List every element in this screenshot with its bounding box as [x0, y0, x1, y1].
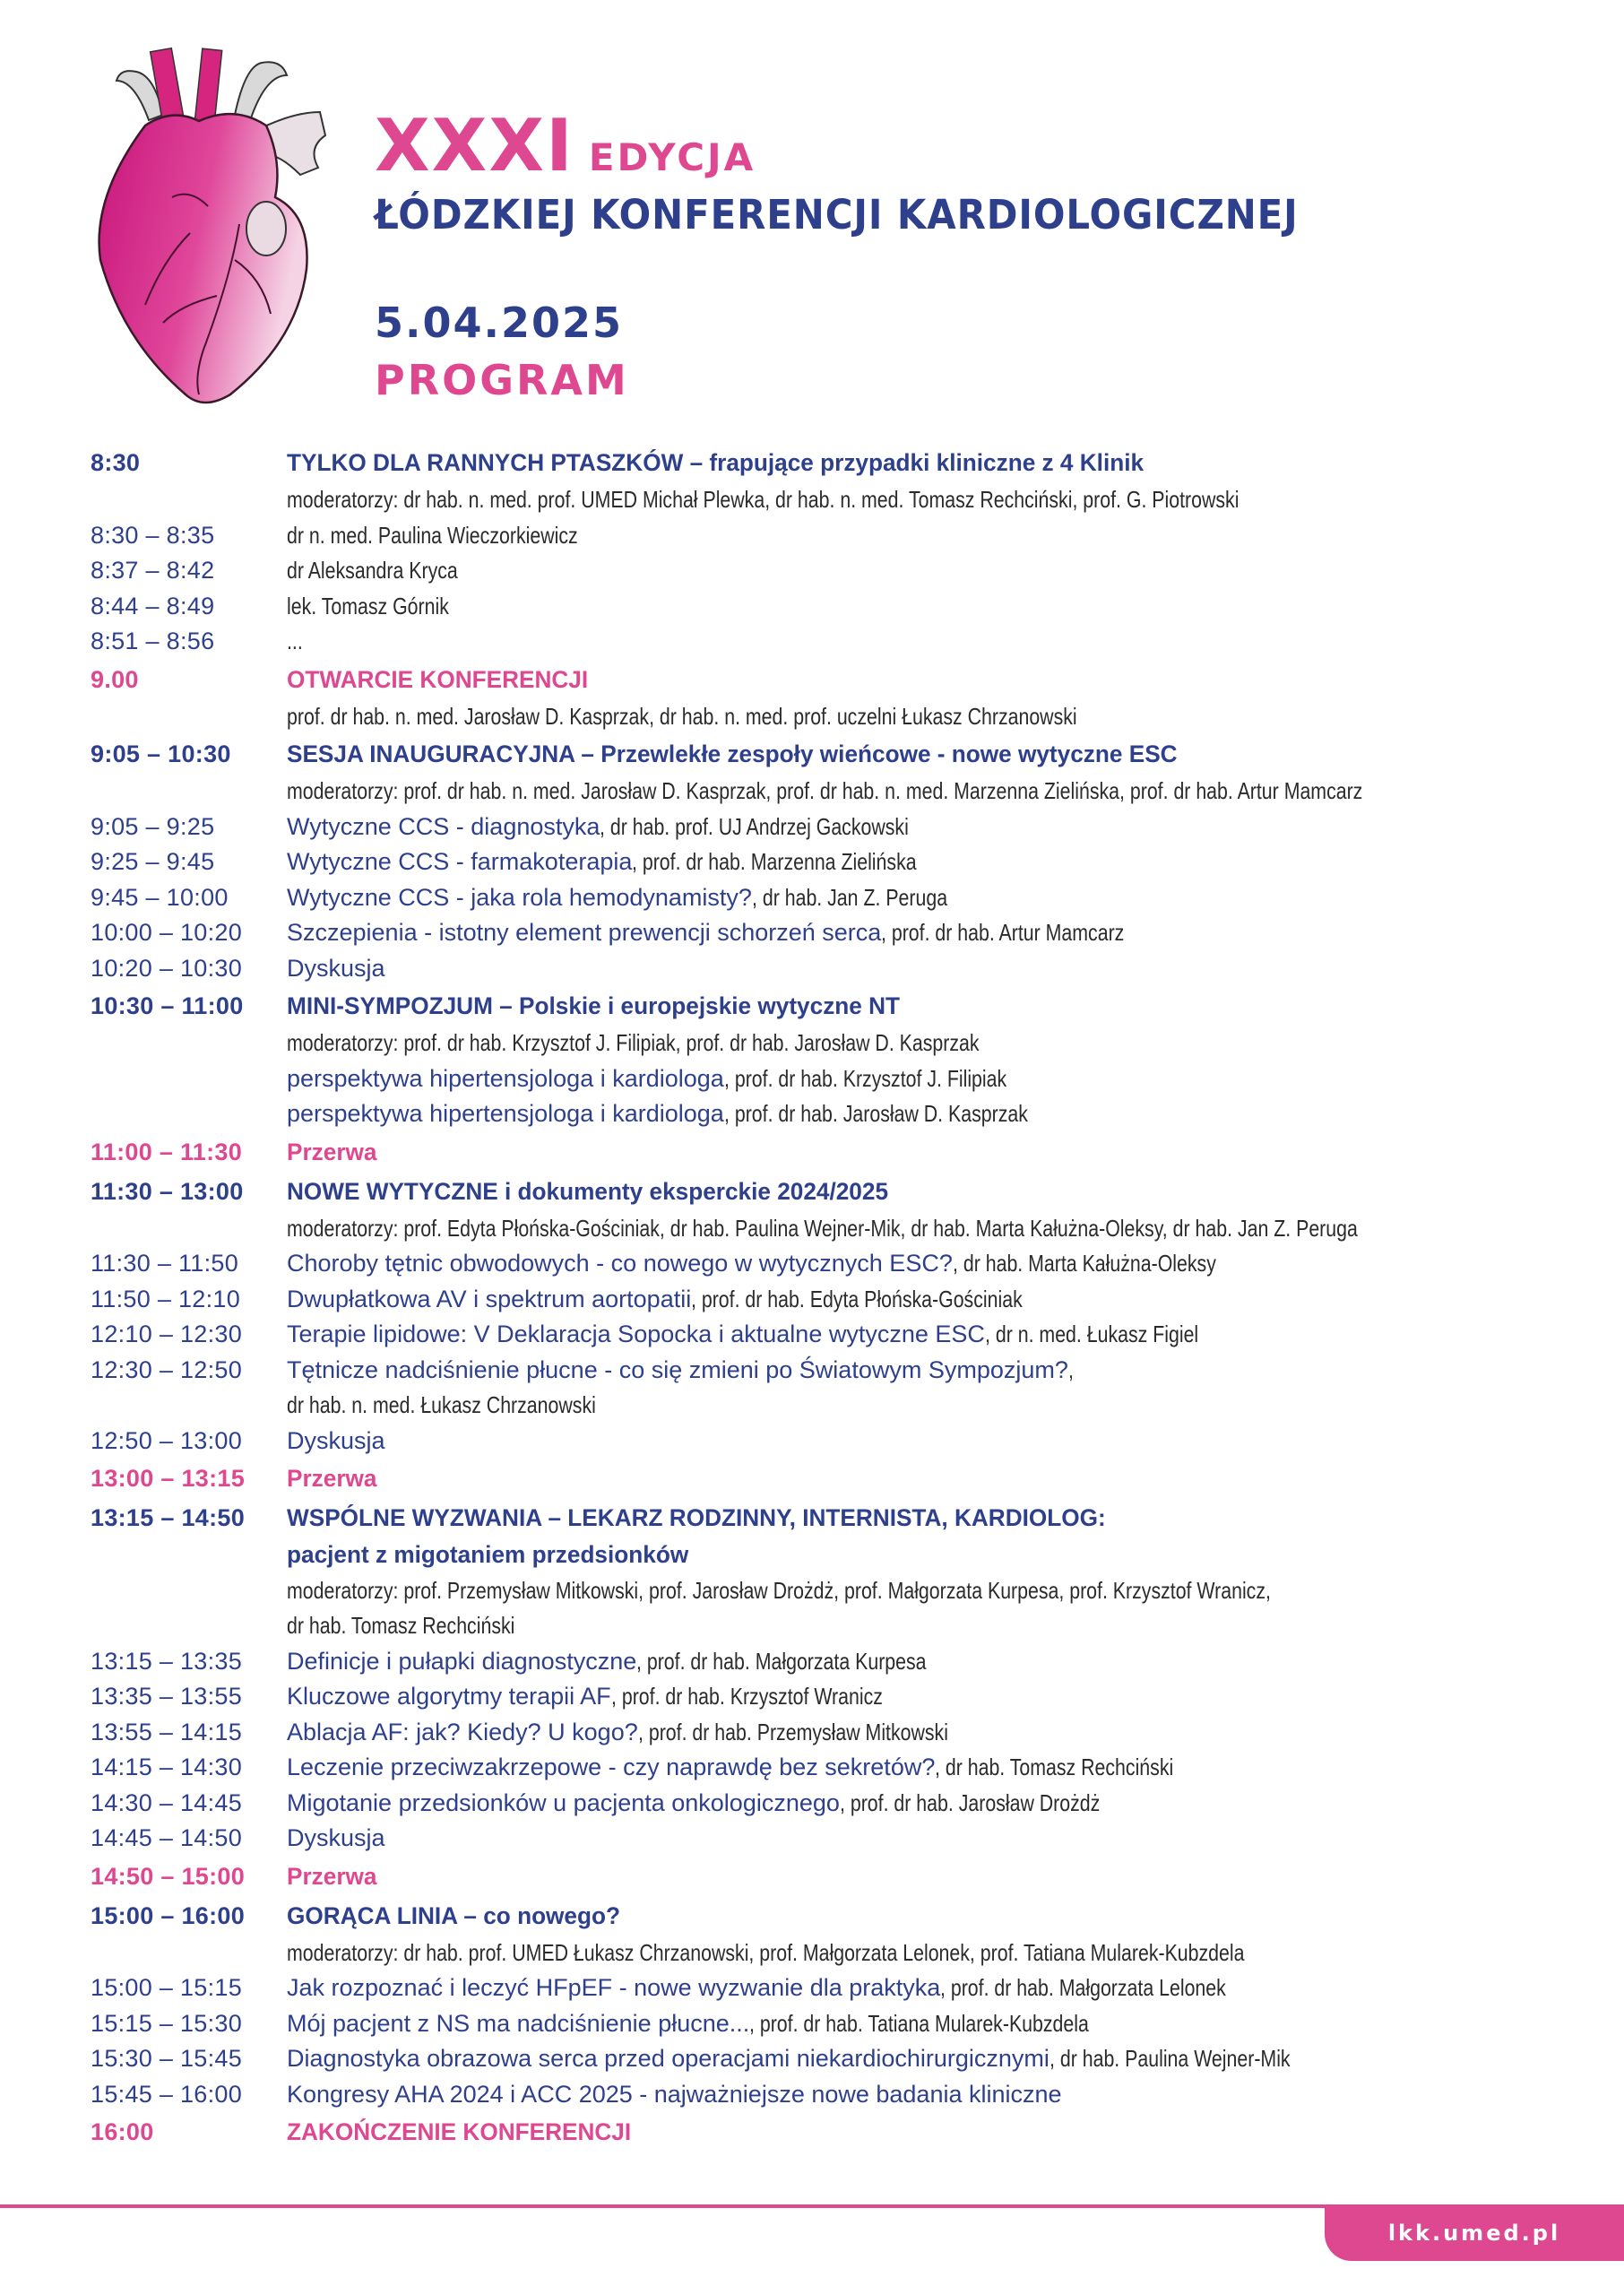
time-slot: [91, 1096, 287, 1132]
session-title: WSPÓLNE WYZWANIA – LEKARZ RODZINNY, INTERNISTA, KARDIOLOG:: [287, 1504, 1106, 1531]
row-content: [287, 2113, 642, 2152]
row-content: [287, 1173, 907, 1211]
speaker-name: , dr hab. prof. UJ Andrzej Gackowski: [600, 812, 910, 840]
speaker-name: lek. Tomasz Górnik: [287, 592, 449, 619]
talk-topic: Dyskusja: [287, 954, 385, 982]
speaker-name: dr n. med. Paulina Wieczorkiewicz: [287, 521, 578, 549]
time-slot: 13:15 – 14:50: [91, 1504, 246, 1531]
session-title: GORĄCA LINIA – co nowego?: [287, 1901, 620, 1929]
schedule-row-session: [91, 1499, 1614, 1537]
row-content: [287, 1246, 1274, 1282]
speaker-name: , prof. dr hab. Przemysław Mitkowski: [637, 1718, 948, 1745]
schedule-row-talk: [91, 951, 1614, 987]
schedule-row-session-cont: [91, 1537, 1614, 1573]
schedule-row-moderators: [91, 1388, 1614, 1424]
row-content: [287, 518, 642, 554]
schedule-row-talk: [91, 1317, 1614, 1353]
talk-topic: Kluczowe algorytmy terapii AF: [287, 1683, 611, 1710]
time-slot: 11:50 – 12:10: [91, 1285, 241, 1312]
schedule-row-session: [91, 1173, 1614, 1211]
schedule-row-moderators: [91, 1936, 1614, 1971]
speaker-name: ...: [287, 628, 303, 654]
row-content: [287, 1133, 380, 1172]
row-content: [287, 951, 385, 987]
time-slot: 14:30 – 14:45: [91, 1788, 243, 1816]
talk-topic: Wytyczne CCS - farmakoterapia: [287, 848, 633, 875]
time-slot: 13:35 – 13:55: [91, 1683, 243, 1710]
time-slot: 8:44 – 8:49: [91, 592, 215, 619]
time-slot: [91, 774, 287, 810]
speaker-name: , prof. dr hab. Edyta Płońska-Gościniak: [691, 1285, 1023, 1312]
schedule-row-talk: [91, 1970, 1614, 2006]
row-content: [287, 1679, 942, 1715]
heart-atrium: [246, 202, 286, 255]
moderators-text: moderatorzy: prof. dr hab. Krzysztof J. Filipiak, prof. dr hab. Jarosław D. Kasprzak: [287, 1029, 980, 1056]
talk-topic: Definicje i pułapki diagnostyczne: [287, 1647, 637, 1675]
talk-topic: Jak rozpoznać i leczyć HFpEF - nowe wyzwanie dla praktyka: [287, 1974, 941, 2001]
event-title: OTWARCIE KONFERENCJI: [287, 665, 589, 693]
moderators-text: dr hab. n. med. Łukasz Chrzanowski: [287, 1391, 596, 1418]
schedule-row-session: [91, 987, 1614, 1026]
time-slot: [91, 482, 287, 518]
schedule-row-highlight: [91, 2113, 1614, 2152]
row-content: [287, 444, 1170, 482]
session-title: MINI-SYMPOZJUM – Polskie i europejskie wytyczne NT: [287, 992, 901, 1019]
schedule-row-moderators: [91, 1211, 1614, 1247]
speaker-name: , dr hab. Marta Kałużna-Oleksy: [952, 1250, 1216, 1277]
time-slot: [91, 1537, 287, 1573]
time-slot: 13:00 – 13:15: [91, 1465, 246, 1492]
row-content: [287, 553, 496, 589]
talk-topic: Ablacja AF: jak? Kiedy? U kogo?: [287, 1718, 638, 1745]
schedule-row-moderators: [91, 774, 1614, 810]
row-content: [287, 1750, 1226, 1786]
schedule-row-highlight: [91, 661, 1614, 699]
schedule-row-talk: [91, 2006, 1614, 2042]
row-content: [287, 735, 1205, 774]
time-slot: [91, 1936, 287, 1971]
schedule-row-talk: [91, 2041, 1614, 2077]
talk-topic: Mój pacjent z NS ma nadciśnienie płucne...: [287, 2009, 750, 2037]
row-content: [287, 1608, 565, 1644]
time-slot: 14:15 – 14:30: [91, 1754, 243, 1780]
speaker-name: , prof. dr hab. Tatiana Mularek-Kubzdela: [749, 2009, 1090, 2037]
row-content: [287, 1424, 385, 1459]
time-slot: 15:00 – 15:15: [91, 1974, 243, 2001]
time-slot: [91, 1388, 287, 1424]
speaker-name: , dr hab. Tomasz Rechciński: [935, 1754, 1174, 1780]
time-slot: 14:45 – 14:50: [91, 1824, 243, 1851]
talk-topic: Dyskusja: [287, 1824, 385, 1851]
schedule-row-talk: [91, 844, 1614, 880]
time-slot: 8:51 – 8:56: [91, 628, 215, 654]
moderators-text: moderatorzy: prof. dr hab. n. med. Jarosław D. Kasprzak, prof. dr hab. n. med. Marzenna Zielińska, prof. dr hab. Artur Mamcarz: [287, 777, 1363, 804]
schedule-row-talk: [91, 1061, 1614, 1097]
edition-number: XXXI: [375, 104, 574, 187]
schedule-row-moderators: [91, 1573, 1614, 1609]
program-schedule: [91, 443, 1614, 2152]
row-content: [287, 1353, 1075, 1389]
schedule-row-talk: [91, 1096, 1614, 1132]
speaker-name: ,: [1067, 1355, 1074, 1383]
break-label: Przerwa: [287, 1465, 377, 1492]
row-content: [287, 1061, 1068, 1097]
row-content: [287, 624, 307, 660]
row-content: [287, 1282, 1095, 1318]
talk-topic: Migotanie przedsionków u pacjenta onkologicznego: [287, 1788, 840, 1816]
break-label: Przerwa: [287, 1862, 377, 1890]
session-title: SESJA INAUGURACYJNA – Przewlekłe zespoły wieńcowe - nowe wytyczne ESC: [287, 740, 1178, 767]
talk-topic: Terapie lipidowe: V Deklaracja Sopocka i aktualne wytyczne ESC: [287, 1321, 985, 1347]
schedule-row-talk: [91, 1644, 1614, 1680]
row-content: [287, 1537, 701, 1573]
moderators-text: moderatorzy: prof. Edyta Płońska-Gościniak, dr hab. Paulina Wejner-Mik, dr hab. Marta Kałużna-Oleksy, dr hab. Jan Z. Peruga: [287, 1214, 1358, 1242]
event-title: ZAKOŃCZENIE KONFERENCJI: [287, 2118, 632, 2145]
row-content: [287, 1821, 385, 1857]
row-content: [287, 699, 1250, 735]
conference-date: 5.04.2025: [375, 299, 623, 347]
row-content: [287, 1897, 631, 1936]
time-slot: 16:00: [91, 2118, 154, 2145]
schedule-row-talk: [91, 1282, 1614, 1318]
conference-title: ŁÓDZKIEJ KONFERENCJI KARDIOLOGICZNEJ: [375, 191, 1299, 238]
row-content: [287, 589, 485, 625]
row-content: [287, 1026, 1131, 1061]
time-slot: 14:50 – 15:00: [91, 1862, 246, 1890]
edition-heading: [375, 106, 756, 186]
schedule-row-break: [91, 1133, 1614, 1172]
talk-topic: perspektywa hipertensjologa i kardiologa: [287, 1100, 724, 1127]
row-content: [287, 1388, 664, 1424]
time-slot: 12:10 – 12:30: [91, 1321, 243, 1347]
schedule-row-speaker-only: [91, 518, 1614, 554]
speaker-name: , prof. dr hab. Małgorzata Lelonek: [940, 1974, 1227, 2001]
program-label: PROGRAM: [375, 356, 629, 404]
row-content: [287, 1970, 1289, 2006]
time-slot: 10:20 – 10:30: [91, 954, 243, 982]
speaker-name: , dr hab. Paulina Wejner-Mik: [1049, 2045, 1291, 2072]
time-slot: 15:00 – 16:00: [91, 1901, 246, 1929]
anatomical-heart-icon: [82, 45, 342, 412]
speaker-name: , prof. dr hab. Krzysztof J. Filipiak: [723, 1064, 1006, 1092]
row-content: [287, 774, 1599, 810]
row-content: [287, 1459, 380, 1498]
row-content: [287, 1858, 380, 1896]
schedule-row-talk: [91, 1821, 1614, 1857]
row-content: [287, 1786, 1157, 1822]
row-content: [287, 2041, 1343, 2077]
schedule-row-talk: [91, 2077, 1614, 2113]
schedule-row-speaker-only: [91, 624, 1614, 660]
row-content: [287, 880, 990, 916]
schedule-row-break: [91, 1858, 1614, 1896]
time-slot: 10:00 – 10:20: [91, 919, 243, 946]
talk-topic: perspektywa hipertensjologa i kardiologa: [287, 1064, 724, 1092]
row-content: [287, 482, 1448, 518]
row-content: [287, 661, 598, 699]
schedule-row-talk: [91, 915, 1614, 951]
moderators-text: prof. dr hab. n. med. Jarosław D. Kasprzak, dr hab. n. med. prof. uczelni Łukasz Chrzanowski: [287, 702, 1077, 730]
schedule-row-talk: [91, 1353, 1614, 1389]
schedule-row-break: [91, 1459, 1614, 1498]
time-slot: 15:15 – 15:30: [91, 2009, 243, 2037]
row-content: [287, 1573, 1487, 1609]
schedule-row-speaker-only: [91, 553, 1614, 589]
time-slot: [91, 1026, 287, 1061]
time-slot: 13:55 – 14:15: [91, 1718, 243, 1745]
schedule-row-moderators: [91, 1608, 1614, 1644]
talk-topic: Leczenie przeciwzakrzepowe - czy naprawdę bez sekretów?: [287, 1754, 936, 1780]
talk-topic: Wytyczne CCS - diagnostyka: [287, 812, 600, 840]
schedule-row-session: [91, 444, 1614, 482]
speaker-name: , prof. dr hab. Krzysztof Wranicz: [610, 1683, 883, 1710]
row-content: [287, 1096, 1094, 1132]
talk-topic: Kongresy AHA 2024 i ACC 2025 - najważniejsze nowe badania kliniczne: [287, 2080, 1062, 2108]
talk-topic: Dyskusja: [287, 1426, 385, 1454]
row-content: [287, 2077, 1062, 2113]
time-slot: 9.00: [91, 665, 139, 693]
moderators-text: moderatorzy: prof. Przemysław Mitkowski, prof. Jarosław Drożdż, prof. Małgorzata Kurpesa, prof. Krzysztof Wranicz,: [287, 1576, 1271, 1604]
schedule-row-moderators: [91, 699, 1614, 735]
speaker-name: , prof. dr hab. Jarosław D. Kasprzak: [723, 1100, 1028, 1127]
speaker-name: , prof. dr hab. Małgorzata Kurpesa: [636, 1647, 927, 1675]
time-slot: 11:30 – 13:00: [91, 1177, 244, 1205]
time-slot: [91, 1573, 287, 1609]
row-content: [287, 987, 919, 1026]
schedule-row-moderators: [91, 1026, 1614, 1061]
speaker-name: , prof. dr hab. Artur Mamcarz: [881, 919, 1125, 946]
session-title: NOWE WYTYCZNE i dokumenty eksperckie 2024/2025: [287, 1177, 889, 1205]
schedule-row-moderators: [91, 482, 1614, 518]
time-slot: 12:30 – 12:50: [91, 1355, 243, 1383]
time-slot: 11:00 – 11:30: [91, 1138, 243, 1165]
talk-topic: Tętnicze nadciśnienie płucne - co się zmieni po Światowym Sympozjum?: [287, 1355, 1068, 1383]
time-slot: 8:30: [91, 449, 141, 476]
speaker-name: , dr hab. Jan Z. Peruga: [751, 883, 948, 911]
speaker-name: , prof. dr hab. Jarosław Drożdż: [839, 1788, 1101, 1816]
talk-topic: Dwupłatkowa AV i spektrum aortopatii: [287, 1285, 692, 1312]
row-content: [287, 1211, 1593, 1247]
session-title: pacjent z migotaniem przedsionków: [287, 1541, 689, 1568]
heart-body: [99, 114, 307, 403]
schedule-row-talk: [91, 1679, 1614, 1715]
time-slot: 8:37 – 8:42: [91, 557, 215, 584]
schedule-row-speaker-only: [91, 589, 1614, 625]
schedule-row-talk: [91, 880, 1614, 916]
website-link[interactable]: lkk.umed.pl: [1387, 2220, 1561, 2246]
time-slot: [91, 699, 287, 735]
time-slot: 9:45 – 10:00: [91, 883, 229, 911]
row-content: [287, 1936, 1455, 1971]
website-badge[interactable]: [1325, 2204, 1624, 2261]
moderators-text: dr hab. Tomasz Rechciński: [287, 1612, 515, 1639]
time-slot: 10:30 – 11:00: [91, 992, 244, 1019]
row-content: [287, 2006, 1163, 2042]
schedule-row-session: [91, 1897, 1614, 1936]
talk-topic: Choroby tętnic obwodowych - co nowego w wytycznych ESC?: [287, 1250, 953, 1277]
row-content: [287, 844, 980, 880]
time-slot: 9:05 – 10:30: [91, 740, 231, 767]
schedule-row-talk: [91, 810, 1614, 845]
time-slot: 8:30 – 8:35: [91, 521, 215, 549]
time-slot: 11:30 – 11:50: [91, 1250, 239, 1277]
talk-topic: Szczepienia - istotny element prewencji schorzeń serca: [287, 919, 882, 946]
speaker-name: , prof. dr hab. Marzenna Zielińska: [632, 848, 917, 875]
time-slot: 9:05 – 9:25: [91, 812, 215, 840]
speaker-name: dr Aleksandra Kryca: [287, 557, 458, 584]
time-slot: [91, 1211, 287, 1247]
time-slot: [91, 1608, 287, 1644]
schedule-row-talk: [91, 1246, 1614, 1282]
time-slot: 9:25 – 9:45: [91, 848, 215, 875]
talk-topic: Diagnostyka obrazowa serca przed operacjami niekardiochirurgicznymi: [287, 2045, 1050, 2072]
row-content: [287, 1499, 1131, 1537]
time-slot: [91, 1061, 287, 1097]
schedule-row-talk: [91, 1715, 1614, 1751]
schedule-row-session: [91, 735, 1614, 774]
row-content: [287, 915, 1178, 951]
schedule-row-talk: [91, 1750, 1614, 1786]
moderators-text: moderatorzy: dr hab. prof. UMED Łukasz Chrzanowski, prof. Małgorzata Lelonek, prof. Tatiana Mularek-Kubzdela: [287, 1938, 1245, 1966]
break-label: Przerwa: [287, 1138, 377, 1165]
row-content: [287, 1317, 1245, 1353]
talk-topic: Wytyczne CCS - jaka rola hemodynamisty?: [287, 883, 752, 911]
time-slot: 15:45 – 16:00: [91, 2080, 243, 2108]
row-content: [287, 1644, 990, 1680]
session-title: TYLKO DLA RANNYCH PTASZKÓW – frapujące przypadki kliniczne z 4 Klinik: [287, 449, 1145, 476]
time-slot: 13:15 – 13:35: [91, 1647, 243, 1675]
schedule-row-talk: [91, 1786, 1614, 1822]
time-slot: 12:50 – 13:00: [91, 1426, 243, 1454]
edition-label: EDYCJA: [588, 135, 756, 179]
moderators-text: moderatorzy: dr hab. n. med. prof. UMED Michał Plewka, dr hab. n. med. Tomasz Rechciński, prof. G. Piotrowski: [287, 486, 1240, 513]
row-content: [287, 1715, 1016, 1751]
time-slot: 15:30 – 15:45: [91, 2045, 243, 2072]
schedule-row-talk: [91, 1424, 1614, 1459]
speaker-name: , dr n. med. Łukasz Figiel: [984, 1321, 1199, 1347]
row-content: [287, 810, 977, 845]
